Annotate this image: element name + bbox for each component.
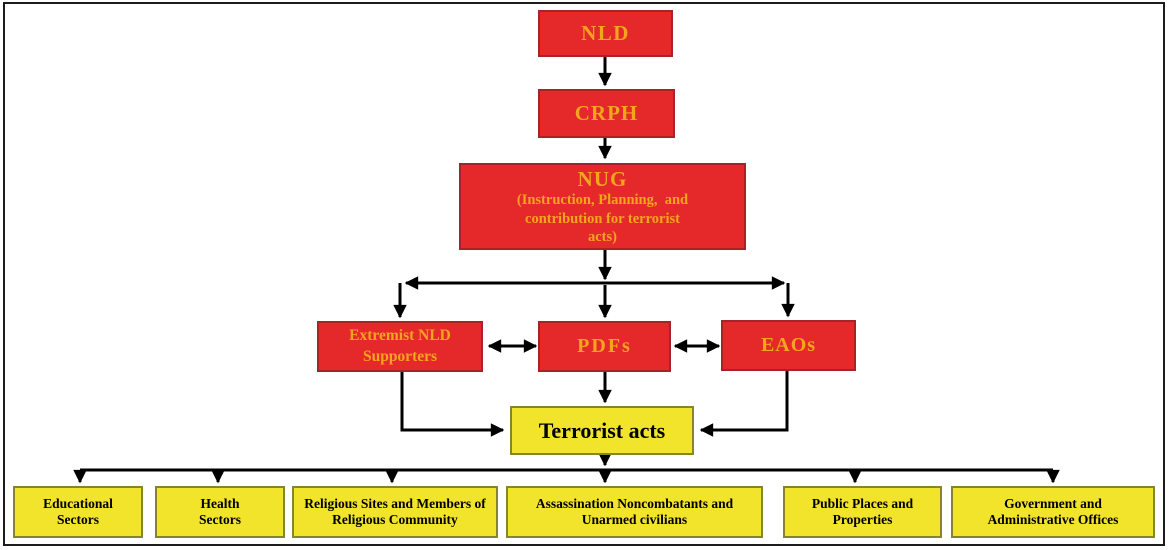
node-crph — [538, 89, 675, 138]
node-terrorist-acts — [510, 406, 694, 455]
node-eaos-label: EAOs — [760, 334, 817, 356]
node-religious-sites-label: Religious Sites and Members of Religious Community — [304, 495, 486, 527]
node-nug-subtitle-line3: acts) — [588, 228, 617, 245]
node-pdfs-label: PDFs — [577, 335, 632, 357]
node-religious-sites — [292, 486, 498, 538]
node-nug — [459, 163, 746, 250]
node-assassination-noncombatants — [506, 486, 763, 538]
node-eaos — [721, 320, 856, 371]
node-terrorist-acts-label: Terrorist acts — [538, 417, 666, 443]
node-pdfs — [538, 321, 671, 372]
node-government-offices — [951, 486, 1155, 538]
node-nug-subtitle-line1: (Instruction, Planning, and — [516, 192, 689, 209]
node-educational-sectors — [13, 486, 143, 538]
node-public-places-label: Public Places and Properties — [811, 495, 914, 527]
node-health-sectors-label: Health Sectors — [199, 495, 241, 527]
node-nld — [538, 10, 673, 57]
node-nug-title: NUG — [577, 167, 628, 192]
node-educational-sectors-label: Educational Sectors — [43, 495, 113, 527]
node-public-places — [783, 486, 942, 538]
node-assassination-noncombatants-label: Assassination Noncombatants and Unarmed civilians — [535, 495, 734, 527]
node-government-offices-label: Government and Administrative Offices — [987, 495, 1119, 527]
node-extremist-label: Extremist NLD Supporters — [349, 327, 451, 365]
node-extremist-nld-supporters — [317, 321, 483, 372]
node-nld-label: NLD — [581, 21, 630, 45]
node-health-sectors — [155, 486, 285, 538]
node-crph-label: CRPH — [574, 101, 639, 125]
node-nug-subtitle-line2: contribution for terrorist — [525, 210, 680, 227]
